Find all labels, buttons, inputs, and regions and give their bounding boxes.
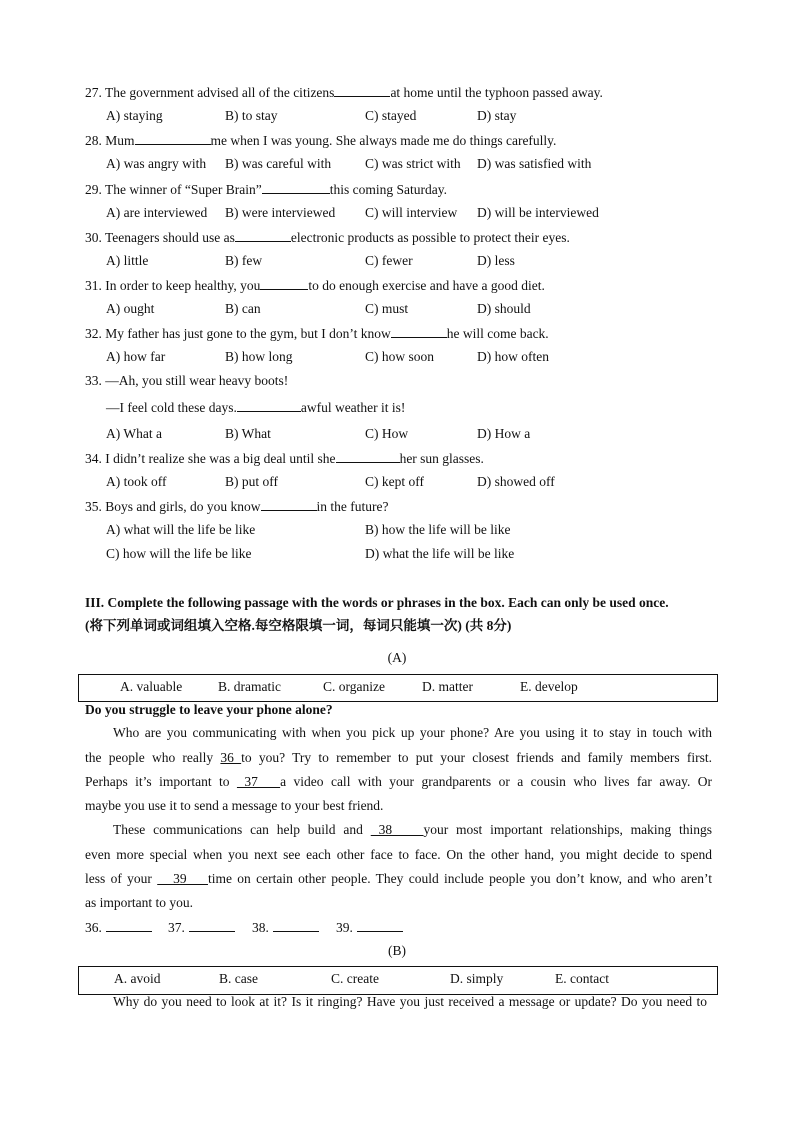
question-number: 29. — [85, 182, 102, 197]
question-text: My father has just gone to the gym, but I don’t know — [101, 326, 391, 341]
word-option: E. develop — [520, 679, 578, 694]
answer-number: 37. — [168, 920, 185, 935]
answer-option: B) was careful with — [225, 156, 332, 171]
word-option: D. simply — [450, 971, 504, 986]
question-number: 34. — [85, 451, 102, 466]
word-option: C. organize — [323, 679, 385, 694]
question-text: in the future? — [316, 499, 389, 514]
answer-option: D) was satisfied with — [477, 156, 592, 171]
answer-option: D) showed off — [477, 474, 555, 489]
passage-line — [85, 773, 712, 791]
answer-option: B) how the life will be like — [365, 522, 511, 537]
word-option: D. matter — [422, 679, 473, 694]
question-text: The winner of “Super Brain” — [101, 182, 262, 197]
question-text: —I feel cold these days. — [106, 400, 237, 415]
answer-option: C) how soon — [365, 349, 435, 364]
answer-option: C) kept off — [365, 474, 424, 489]
question-stem-line2 — [106, 398, 405, 417]
passage-text: Who are you communicating with when you pick up your phone? Are you using it to stay in touch with — [113, 725, 712, 740]
question-text: this coming Saturday. — [329, 182, 447, 197]
word-option: A. valuable — [120, 679, 183, 694]
passage-line — [85, 797, 712, 815]
passage-text: even more special when you next see each other face to face. On the other hand, you might decide to spend — [85, 847, 712, 862]
answer-number: 36. — [85, 920, 102, 935]
question-stem — [85, 324, 549, 343]
passage-line — [113, 724, 712, 742]
question-stem — [85, 83, 603, 102]
answer-blank[interactable] — [391, 324, 447, 338]
passage-text: to you? Try to remember to put your closest friends and family members first. — [241, 750, 712, 765]
answer-blank[interactable] — [135, 131, 211, 145]
question-text: —Ah, you still wear heavy boots! — [101, 373, 289, 388]
passage-line: Why do you need to look at it? Is it ringing? Have you just received a message or update? Do you need to — [113, 994, 707, 1009]
word-box — [78, 674, 718, 702]
passage-text: These communications can help build and — [113, 822, 371, 837]
word-option: C. create — [331, 971, 379, 986]
passage-blank[interactable]: 39 — [157, 871, 208, 886]
answer-slot — [252, 918, 319, 937]
word-option: B. case — [219, 971, 258, 986]
answer-blank[interactable] — [336, 449, 400, 463]
answer-option: D) will be interviewed — [477, 205, 599, 220]
passage-blank[interactable]: 37 — [236, 774, 281, 789]
answer-number: 38. — [252, 920, 269, 935]
passage-text: time on certain other people. They could include people you don’t know, and who aren’t — [207, 871, 713, 886]
answer-blank[interactable] — [106, 918, 152, 932]
question-text: In order to keep healthy, you — [101, 278, 261, 293]
question-stem — [85, 228, 570, 247]
answer-option: A) how far — [106, 349, 166, 364]
answer-blank[interactable] — [260, 276, 308, 290]
question-number: 33. — [85, 373, 102, 388]
passage-text: as important to you. — [85, 895, 193, 910]
answer-option: A) little — [106, 253, 149, 268]
answer-option: B) What — [225, 426, 271, 441]
question-text: electronic products as possible to protect their eyes. — [290, 230, 570, 245]
question-stem — [85, 449, 484, 468]
answer-option: A) took off — [106, 474, 167, 489]
question-text: Mum — [101, 133, 135, 148]
passage-text: maybe you use it to send a message to your best friend. — [85, 798, 384, 813]
answer-option: A) what will the life be like — [106, 522, 256, 537]
passage-label: (A) — [387, 650, 407, 665]
passage-title: Do you struggle to leave your phone alone? — [85, 702, 333, 717]
answer-option: C) how will the life be like — [106, 546, 252, 561]
answer-option: B) how long — [225, 349, 293, 364]
question-number: 27. — [85, 85, 102, 100]
question-stem — [85, 372, 288, 390]
answer-option: B) put off — [225, 474, 278, 489]
section-heading-cn: (将下列单词或词组填入空格.每空格限填一词，每词只能填一次) (共 8分) — [85, 618, 512, 633]
question-number: 28. — [85, 133, 102, 148]
question-number: 35. — [85, 499, 102, 514]
passage-text: Perhaps it’s important to — [85, 774, 237, 789]
answer-blank[interactable] — [262, 180, 330, 194]
answer-option: A) are interviewed — [106, 205, 208, 220]
answer-blank[interactable] — [189, 918, 235, 932]
answer-option: B) few — [225, 253, 263, 268]
answer-option: D) less — [477, 253, 515, 268]
section-heading: III. Complete the following passage with the words or phrases in the box. Each can only be used once. — [85, 595, 669, 610]
answer-option: A) staying — [106, 108, 163, 123]
passage-text: a video call with your grandparents or a cousin who lives far away. Or — [280, 774, 712, 789]
answer-option: D) How a — [477, 426, 531, 441]
answer-blank[interactable] — [261, 497, 317, 511]
answer-option: B) were interviewed — [225, 205, 336, 220]
question-text: The government advised all of the citizens — [101, 85, 335, 100]
word-box — [78, 966, 718, 995]
answer-blank[interactable] — [273, 918, 319, 932]
passage-text: the people who really — [85, 750, 221, 765]
question-text: me when I was young. She always made me do things carefully. — [210, 133, 557, 148]
answer-blank[interactable] — [235, 228, 291, 242]
answer-option: B) can — [225, 301, 261, 316]
answer-option: A) ought — [106, 301, 155, 316]
question-stem — [85, 131, 556, 150]
passage-line — [85, 846, 712, 864]
answer-slot — [85, 918, 152, 937]
answer-option: C) was strict with — [365, 156, 461, 171]
answer-option: C) stayed — [365, 108, 417, 123]
answer-blank[interactable] — [357, 918, 403, 932]
answer-option: D) what the life will be like — [365, 546, 515, 561]
passage-label: (B) — [388, 943, 406, 958]
passage-line — [85, 749, 712, 767]
question-text: Boys and girls, do you know — [101, 499, 261, 514]
answer-blank[interactable] — [237, 398, 301, 412]
question-number: 30. — [85, 230, 102, 245]
question-text: Teenagers should use as — [101, 230, 235, 245]
question-number: 31. — [85, 278, 102, 293]
answer-option: C) fewer — [365, 253, 413, 268]
question-text: her sun glasses. — [399, 451, 484, 466]
passage-line — [85, 870, 712, 888]
word-option: E. contact — [555, 971, 609, 986]
question-text: I didn’t realize she was a big deal until she — [101, 451, 336, 466]
answer-option: B) to stay — [225, 108, 278, 123]
answer-option: C) must — [365, 301, 409, 316]
question-text: to do enough exercise and have a good diet. — [308, 278, 545, 293]
answer-slot — [336, 918, 403, 937]
answer-option: A) was angry with — [106, 156, 207, 171]
passage-line — [113, 821, 712, 839]
word-option: B. dramatic — [218, 679, 281, 694]
question-stem — [85, 180, 447, 199]
answer-option: D) how often — [477, 349, 549, 364]
answer-option: C) will interview — [365, 205, 458, 220]
answer-slot — [168, 918, 235, 937]
answer-option: D) should — [477, 301, 531, 316]
passage-blank[interactable]: 38 — [370, 822, 424, 837]
question-text: he will come back. — [446, 326, 549, 341]
question-number: 32. — [85, 326, 102, 341]
passage-blank[interactable]: 36 — [220, 750, 242, 765]
answer-option: D) stay — [477, 108, 517, 123]
question-stem — [85, 497, 388, 516]
question-stem — [85, 276, 545, 295]
answer-option: A) What a — [106, 426, 162, 441]
answer-number: 39. — [336, 920, 353, 935]
word-option: A. avoid — [114, 971, 161, 986]
passage-text: less of your — [85, 871, 158, 886]
passage-line — [85, 894, 712, 912]
question-text: at home until the typhoon passed away. — [390, 85, 603, 100]
passage-text: your most important relationships, making things — [423, 822, 713, 837]
answer-option: C) How — [365, 426, 409, 441]
question-text: awful weather it is! — [300, 400, 406, 415]
answer-blank[interactable] — [334, 83, 390, 97]
